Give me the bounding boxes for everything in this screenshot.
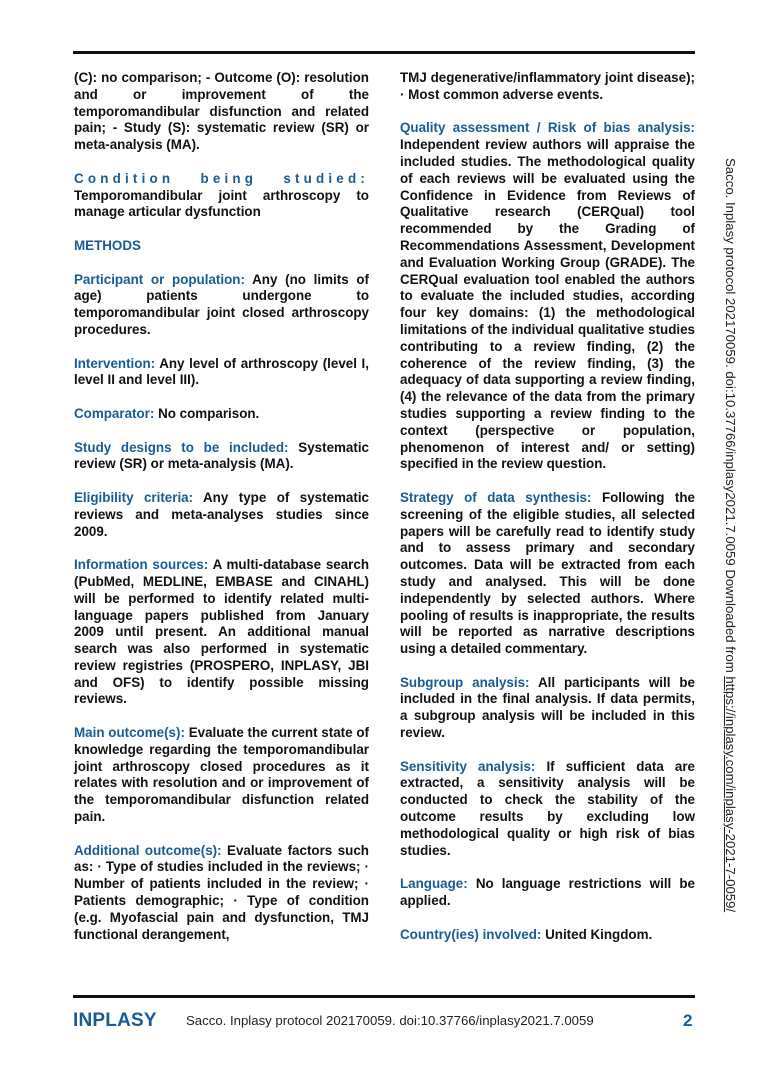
- eligibility-label: Eligibility criteria:: [74, 489, 194, 505]
- intervention-section: [74, 356, 369, 390]
- information-sources-section: [74, 557, 369, 708]
- continued-paragraph: [400, 70, 695, 104]
- sensitivity-analysis-text: If sufficient data are extracted, a sensitivity analysis will be conducted to check the stability of the outcome results by excluding low methodological quality or high risk of bias studies.: [400, 758, 696, 858]
- page-number: 2: [683, 1011, 693, 1030]
- language-label: Language:: [400, 876, 468, 892]
- comparator-label: Comparator:: [74, 405, 155, 421]
- footer-rule: [73, 995, 695, 998]
- sensitivity-analysis-section: [400, 759, 695, 860]
- comparator-section: [74, 406, 369, 423]
- intro-paragraph: [74, 70, 369, 154]
- study-designs-section: [74, 440, 369, 474]
- eligibility-text: Any type of systematic reviews and meta-analyses studies since 2009.: [74, 489, 369, 539]
- subgroup-analysis-section: [400, 675, 695, 742]
- countries-text: United Kingdom.: [545, 926, 653, 942]
- download-link[interactable]: https://inplasy.com/inplasy-2021-7-0059/: [723, 676, 738, 913]
- countries-label: Country(ies) involved:: [400, 926, 542, 942]
- data-synthesis-text: Following the screening of the eligible studies, all selected papers will be carefully read to identify study and to assess primary and secondary outcomes. Data will be extracted from each study and analysed. This will be done independently by selected authors. Where pooling of results is inappropriate, the results will be reported as narrative descriptions using a detailed commentary.: [400, 489, 695, 657]
- eligibility-section: [74, 490, 369, 540]
- quality-assessment-text: Independent review authors will appraise the included studies. The methodological quality of each reviews will be evaluated using the Confidence in Evidence from Reviews of Qualitative research (CERQual) tool recommended by the Grading of Recommendations Assessment, Development and Evaluation Working Group (GRADE). The CERQual evaluation tool enabled the authors to evaluate the included studies, according four key domains: (1) the methodological limitations of the individual qualitative studies contributing to a review finding, (2) the coherence of the review finding, (3) the adequacy of data supporting a review finding, (4) the relevance of the data from the primary studies supporting a review finding to the context (perspective or population, phenomenon of interest and/ or setting) specified in the review question.: [400, 137, 695, 472]
- left-column: [74, 70, 369, 960]
- right-column: [400, 70, 695, 960]
- condition-section: [74, 171, 369, 221]
- subgroup-analysis-label: Subgroup analysis:: [400, 674, 530, 690]
- additional-outcomes-section: [74, 843, 369, 944]
- side-note-text: Sacco. Inplasy protocol 202170059. doi:10.37766/inplasy2021.7.0059 Downloaded from: [723, 158, 738, 677]
- condition-text: Temporomandibular joint arthroscopy to manage articular dysfunction: [74, 187, 369, 220]
- countries-section: [400, 927, 695, 944]
- quality-assessment-label: Quality assessment / Risk of bias analysis:: [400, 120, 695, 136]
- data-synthesis-section: [400, 490, 695, 658]
- participant-section: [74, 272, 369, 339]
- journal-logo: INPLASY: [73, 1010, 157, 1031]
- quality-assessment-section: [400, 120, 695, 473]
- additional-outcomes-label: Additional outcome(s):: [74, 842, 222, 858]
- intervention-text: Any level of arthroscopy (level I, level II and level III).: [74, 355, 369, 388]
- footer-citation: Sacco. Inplasy protocol 202170059. doi:10.37766/inplasy2021.7.0059: [186, 1013, 594, 1028]
- language-text: No language restrictions will be applied.: [400, 876, 695, 909]
- comparator-text: No comparison.: [158, 405, 260, 421]
- language-section: [400, 876, 695, 910]
- header-rule: [73, 51, 695, 54]
- continued-text: TMJ degenerative/inflammatory joint disease); · Most common adverse events.: [400, 70, 695, 102]
- main-outcomes-label: Main outcome(s):: [74, 725, 185, 741]
- study-designs-text: Systematic review (SR) or meta-analysis (MA).: [74, 439, 369, 472]
- condition-label: Condition being studied:: [74, 170, 369, 186]
- participant-label: Participant or population:: [74, 271, 245, 287]
- data-synthesis-label: Strategy of data synthesis:: [400, 489, 592, 505]
- main-outcomes-section: [74, 725, 369, 826]
- participant-text: Any (no limits of age) patients undergone to temporomandibular joint closed arthroscopy procedures.: [74, 271, 369, 337]
- intro-text: (C): no comparison; - Outcome (O): resolution and or improvement of the temporomandibular disfunction and related pain; - Study (S): systematic review (SR) or meta-analysis (MA).: [74, 70, 369, 153]
- information-sources-text: A multi-database search (PubMed, MEDLINE, EMBASE and CINAHL) will be performed to identify related multi-language papers published from January 2009 until present. An additional manual search was also performed in systematic review registries (PROSPERO, INPLASY, JBI and OFS) to identify possible missing reviews.: [74, 557, 369, 707]
- information-sources-label: Information sources:: [74, 557, 209, 573]
- subgroup-analysis-text: All participants will be included in the final analysis. If data permits, a subgroup analysis will be included in this review.: [400, 674, 695, 741]
- methods-heading: METHODS: [74, 237, 141, 253]
- intervention-label: Intervention:: [74, 355, 156, 371]
- main-outcomes-text: Evaluate the current state of knowledge regarding the temporomandibular joint arthroscopy closed procedures as it relates with resolution and or improvement of the temporomandibular disfunction related pain.: [74, 725, 369, 825]
- sensitivity-analysis-label: Sensitivity analysis:: [400, 758, 536, 774]
- study-designs-label: Study designs to be included:: [74, 439, 289, 455]
- additional-outcomes-text: Evaluate factors such as: · Type of studies included in the reviews; · Number of patients included in the review; · Patients demographic; · Type of condition (e.g. Myofascial pain and dysfunction, TMJ functional derangement,: [74, 842, 369, 942]
- download-side-note: [723, 158, 738, 912]
